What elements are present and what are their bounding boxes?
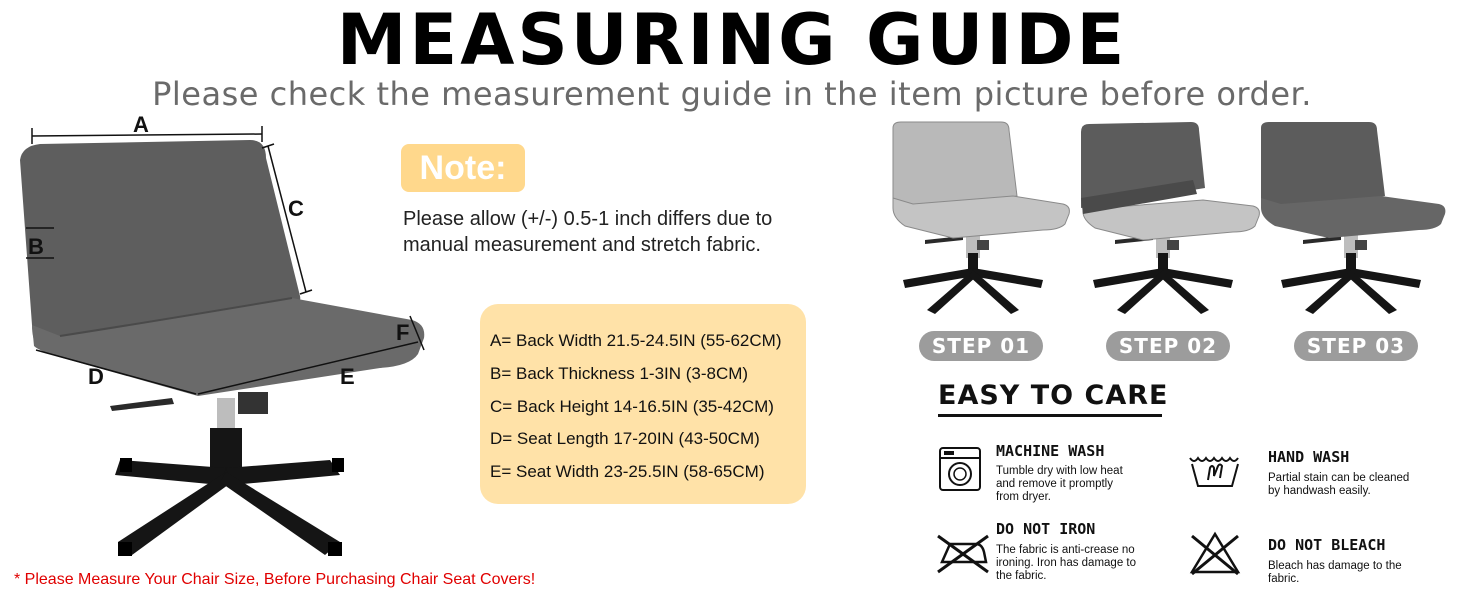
chair-caster <box>120 458 132 472</box>
page-subtitle: Please check the measurement guide in the item picture before order. <box>152 75 1312 113</box>
installation-steps-illustration <box>885 118 1460 323</box>
warning-text: * Please Measure Your Chair Size, Before Purchasing Chair Seat Covers! <box>14 571 536 588</box>
note-badge: Note: <box>401 144 525 192</box>
note-text <box>403 206 843 258</box>
chair-mechanism <box>238 392 268 414</box>
chair-caster <box>332 458 344 472</box>
step-01-chair <box>893 122 1069 314</box>
page-title: MEASURING GUIDE <box>336 0 1128 81</box>
care-heading-do-not-iron: DO NOT IRON <box>996 520 1096 538</box>
dim-label-c: C <box>288 196 304 221</box>
washing-machine-icon <box>936 444 986 494</box>
do-not-iron-icon <box>936 532 990 576</box>
chair-leg <box>220 472 340 555</box>
note-line: Please allow (+/-) 0.5-1 inch differs due to <box>403 208 773 230</box>
measurement-c: C= Back Height 14-16.5IN (35-42CM) <box>490 397 774 416</box>
care-heading-do-not-bleach: DO NOT BLEACH <box>1268 536 1386 554</box>
dim-label-b: B <box>28 234 44 259</box>
care-desc-machine-wash: Tumble dry with low heat and remove it promptly from dryer. <box>996 465 1123 503</box>
dim-label-a: A <box>133 112 149 137</box>
chair-measurement-diagram <box>0 110 460 570</box>
care-title-underline <box>938 414 1162 417</box>
dim-label-d: D <box>88 364 104 389</box>
chair-lever <box>110 398 174 411</box>
care-desc-hand-wash: Partial stain can be cleaned by handwash easily. <box>1268 472 1410 497</box>
note-line: manual measurement and stretch fabric. <box>403 234 761 256</box>
step-02-chair <box>1081 122 1259 314</box>
measurement-e: E= Seat Width 23-25.5IN (58-65CM) <box>490 462 765 481</box>
step-03-chair <box>1261 122 1445 314</box>
do-not-bleach-icon <box>1188 530 1242 576</box>
hand-wash-icon <box>1188 450 1242 490</box>
care-desc-do-not-iron: The fabric is anti-crease no ironing. Iron has damage to the fabric. <box>996 544 1137 582</box>
care-heading-hand-wash: HAND WASH <box>1268 448 1350 466</box>
chair-leg <box>226 460 340 485</box>
chair-leg <box>118 472 232 555</box>
chair-caster <box>328 542 342 556</box>
dim-label-f: F <box>396 320 410 345</box>
measurements-box <box>480 304 806 504</box>
measurement-d: D= Seat Length 17-20IN (43-50CM) <box>490 429 760 448</box>
dim-label-e: E <box>340 364 355 389</box>
care-heading-machine-wash: MACHINE WASH <box>996 442 1105 460</box>
step-03-badge: STEP 03 <box>1294 331 1418 361</box>
care-title: EASY TO CARE <box>938 380 1169 411</box>
measurement-a: A= Back Width 21.5-24.5IN (55-62CM) <box>490 331 782 350</box>
chair-caster <box>118 542 132 556</box>
measurement-b: B= Back Thickness 1-3IN (3-8CM) <box>490 364 749 383</box>
step-02-badge: STEP 02 <box>1106 331 1230 361</box>
care-desc-do-not-bleach: Bleach has damage to the fabric. <box>1268 560 1402 585</box>
step-01-badge: STEP 01 <box>919 331 1043 361</box>
